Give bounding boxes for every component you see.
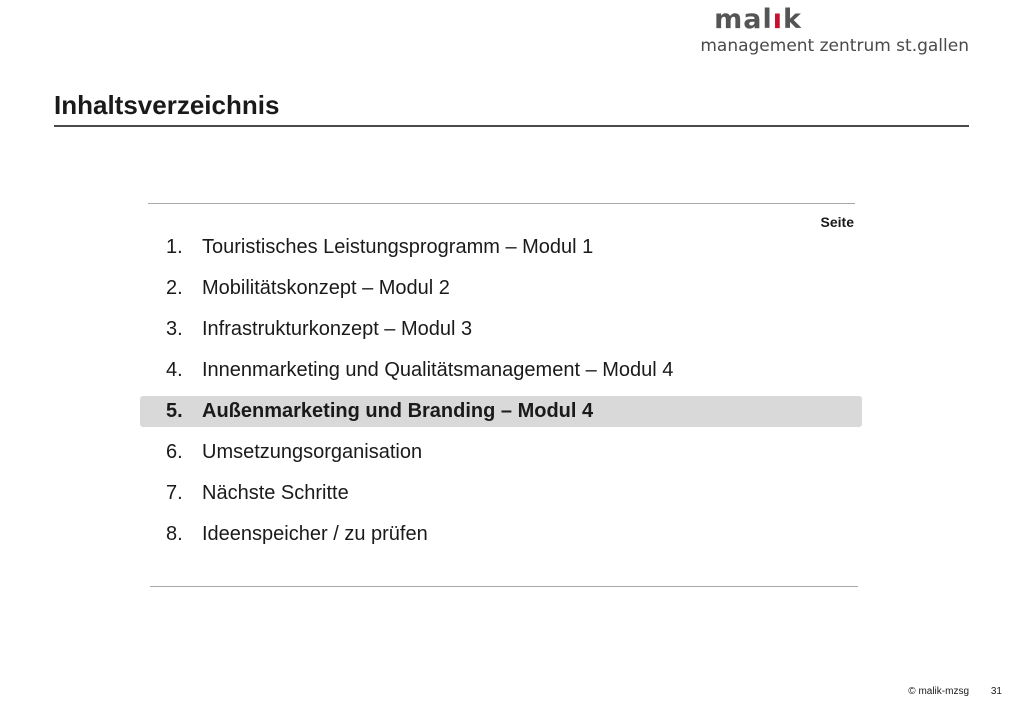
logo-wordmark	[714, 4, 802, 36]
title-divider	[54, 125, 969, 127]
toc-bottom-divider	[150, 586, 858, 587]
toc-item-number: 3.	[166, 318, 183, 340]
toc-item-label: Nächste Schritte	[202, 482, 349, 504]
footer-page-number: 31	[990, 686, 1002, 697]
toc-item-8[interactable]	[140, 519, 862, 550]
toc-item-6[interactable]	[140, 437, 862, 468]
toc-item-number: 4.	[166, 359, 183, 381]
seite-column-header: Seite	[820, 214, 854, 230]
toc-item-label: Mobilitätskonzept – Modul 2	[202, 277, 450, 299]
footer-copyright: © malik-mzsg	[908, 686, 969, 697]
toc-item-4[interactable]	[140, 355, 862, 386]
toc-item-2[interactable]	[140, 273, 862, 304]
page-title: Inhaltsverzeichnis	[54, 90, 280, 120]
toc-item-number: 1.	[166, 236, 183, 258]
toc-item-number: 8.	[166, 523, 183, 545]
toc-item-label: Außenmarketing und Branding – Modul 4	[202, 400, 594, 422]
logo-wordmark-accent: ı	[772, 4, 784, 35]
toc-item-number: 6.	[166, 441, 183, 463]
logo-wordmark-start: mal	[714, 4, 773, 35]
toc-item-number: 5.	[166, 400, 183, 422]
logo-subtitle: management zentrum st.gallen	[700, 36, 969, 56]
toc-item-label: Ideenspeicher / zu prüfen	[202, 523, 428, 545]
logo-wordmark-end: k	[783, 4, 802, 35]
toc-item-3[interactable]	[140, 314, 862, 345]
toc-item-5[interactable]	[140, 396, 862, 427]
toc-item-label: Touristisches Leistungsprogramm – Modul 1	[202, 236, 594, 258]
table-of-contents	[140, 232, 862, 560]
toc-item-number: 2.	[166, 277, 183, 299]
toc-top-divider	[148, 203, 855, 204]
toc-item-label: Infrastrukturkonzept – Modul 3	[202, 318, 473, 340]
toc-item-label: Umsetzungsorganisation	[202, 441, 423, 463]
toc-item-number: 7.	[166, 482, 183, 504]
toc-item-label: Innenmarketing und Qualitätsmanagement – Modul 4	[202, 359, 674, 381]
toc-item-7[interactable]	[140, 478, 862, 509]
toc-item-1[interactable]	[140, 232, 862, 263]
